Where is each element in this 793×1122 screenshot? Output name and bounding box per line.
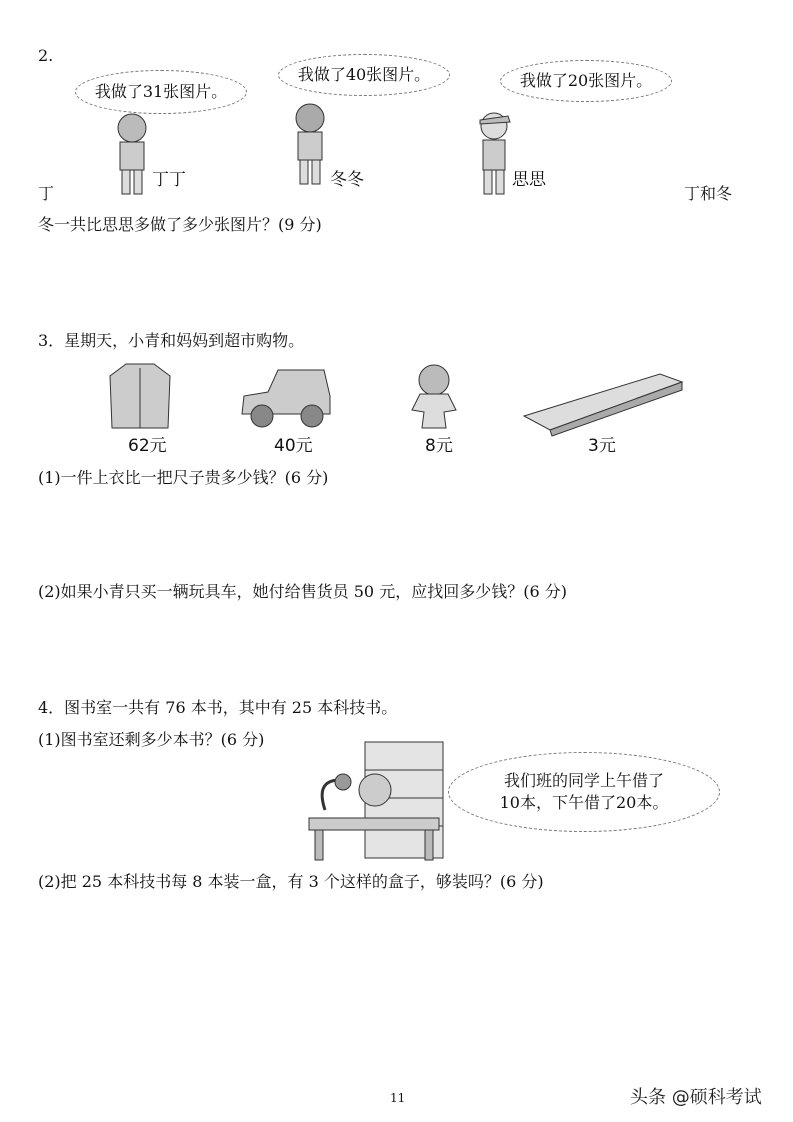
name-dingding: 丁丁 [152,170,186,190]
girl-sisi-icon [472,108,516,198]
name-sisi: 思思 [512,170,546,190]
speech-line-1: 我们班的同学上午借了 [503,771,664,790]
speech-bubble-sisi: 我做了20张图片。 [500,60,672,102]
library-reading-illustration [305,740,445,862]
name-dongdong: 冬冬 [330,170,364,190]
speech-bubble-library [448,752,720,832]
question-4-sub2: (2)把 25 本科技书每 8 本装一盒，有 3 个这样的盒子，够装吗？(6 分) [38,872,544,891]
page-number: 11 [390,1091,406,1105]
boy-dongdong-icon [292,100,332,188]
question-2-text: 冬一共比思思多做了多少张图片？(9 分) [38,215,322,234]
question-2-number: 2. [38,46,54,65]
question-4-title: 4．图书室一共有 76 本书，其中有 25 本科技书。 [38,698,398,717]
price-jacket: 62元 [128,436,167,456]
question-3-sub1: (1)一件上衣比一把尺子贵多少钱？(6 分) [38,468,329,487]
boy-dingding-icon [110,110,155,198]
question-3-sub2: (2)如果小青只买一辆玩具车，她付给售货员 50 元，应找回多少钱？(6 分) [38,582,567,601]
question-2-text-start: 丁 [38,184,55,203]
price-ruler: 3元 [588,436,616,456]
ruler-icon [520,372,684,438]
speech-bubble-dingding: 我做了31张图片。 [75,70,247,114]
price-doll: 8元 [425,436,453,456]
question-4-sub1: (1)图书室还剩多少本书？(6 分) [38,730,265,749]
price-toy-car: 40元 [274,436,313,456]
toy-car-icon [238,366,334,430]
speech-bubble-dongdong: 我做了40张图片。 [278,54,450,96]
jacket-icon [108,360,172,432]
watermark: 头条 @硕科考试 [630,1087,762,1108]
question-3-title: 3．星期天，小青和妈妈到超市购物。 [38,331,305,350]
doll-icon [404,362,464,432]
speech-line-2: 10本，下午借了20本。 [499,793,669,812]
question-2-text-end: 丁和冬 [684,184,733,203]
